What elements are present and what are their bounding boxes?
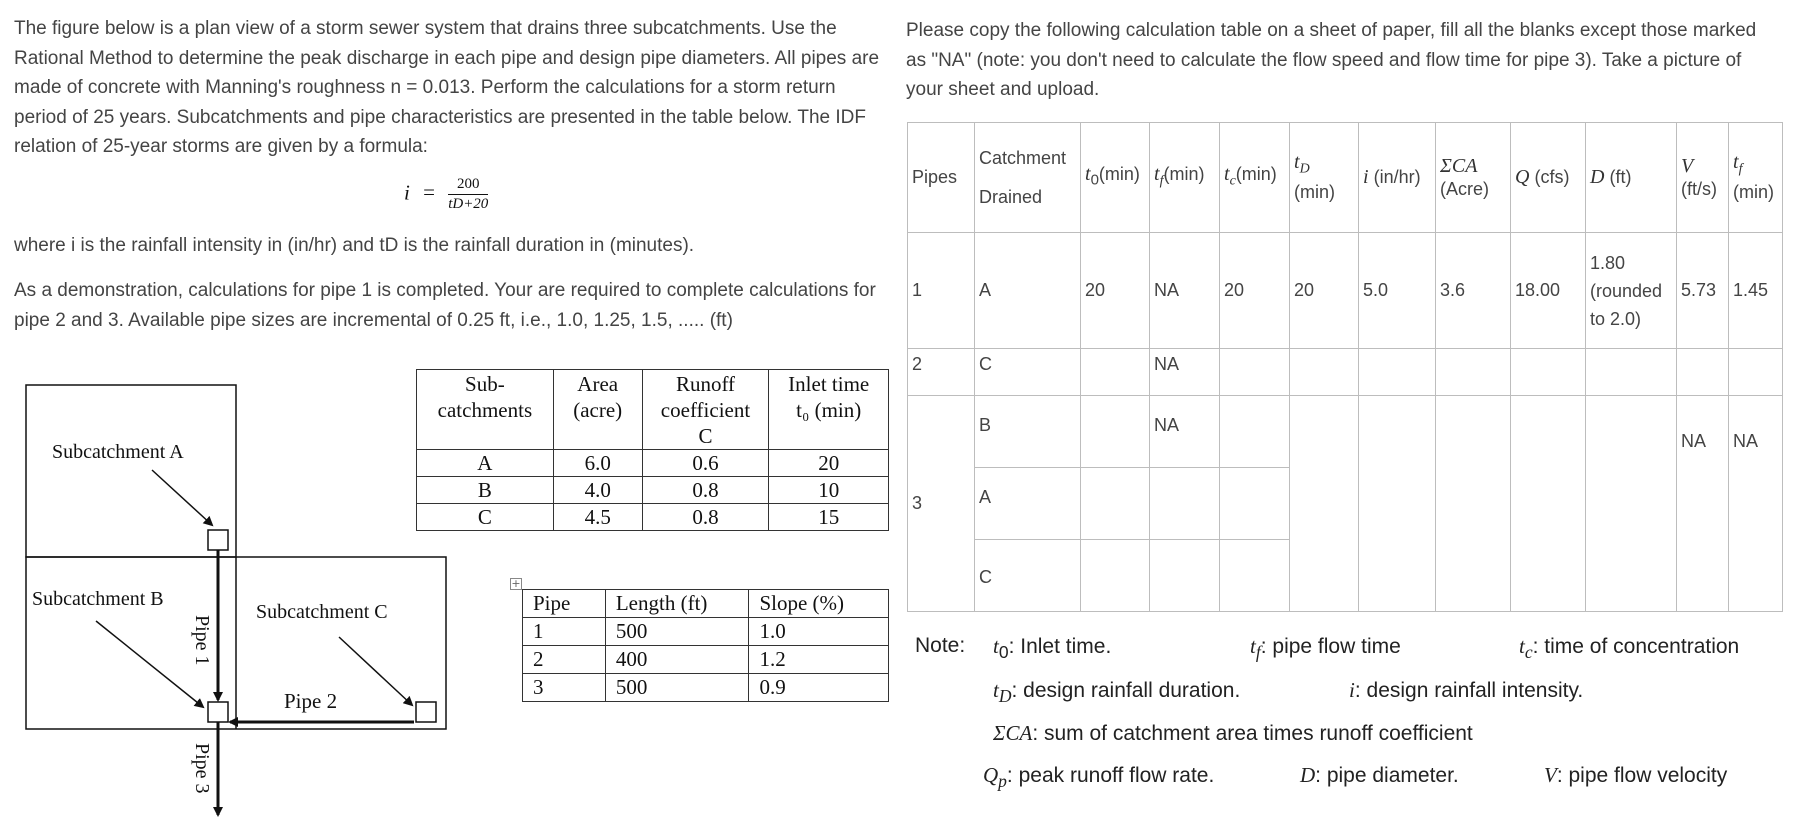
calc-row-pipe-3-c: C bbox=[908, 540, 1783, 612]
col-tf2: $t_f$ (min) bbox=[1729, 123, 1783, 233]
upload-instructions: Please copy the following calculation table on a sheet of paper, fill all the blanks except those marked as "NA" (note: you don't need to calculate the flow speed and flow time for pipe 3). Take a picture of your sheet and upload. bbox=[906, 20, 1757, 100]
runoff-arrow-c bbox=[339, 637, 412, 705]
col-catchment: Catchment Drained bbox=[975, 123, 1081, 233]
pipe-table-header: Pipe Length (ft) Slope (%) bbox=[523, 590, 889, 618]
col-sca: ΣCA (Acre) bbox=[1436, 123, 1511, 233]
col-d: D (ft) bbox=[1586, 123, 1677, 233]
problem-statement: The figure below is a plan view of a storm sewer system that drains three subcatchments. Use the Rational Method to determine the peak discharge in each pipe and design pipe diameters. All pipes are made of concrete with Manning's roughness n = 0.013. Perform the calculations for a storm return period of 25 years. Subcatchments and pipe characteristics are presented in the table below. The IDF relation of 25-year storms are given by a formula: bbox=[14, 18, 880, 157]
formula-fraction bbox=[448, 176, 488, 213]
runoff-arrow-b bbox=[96, 621, 203, 707]
note-d: D: pipe diameter. bbox=[1300, 763, 1459, 787]
runoff-arrow-a bbox=[152, 470, 212, 525]
calculation-table bbox=[907, 122, 1783, 612]
note-label: Note: bbox=[915, 634, 966, 657]
subcatchment-b-label: Subcatchment B bbox=[32, 588, 164, 610]
table-row: 2 400 1.2 bbox=[523, 646, 889, 674]
subcatchment-a-label: Subcatchment A bbox=[52, 441, 184, 463]
note-td: $t_D$: design rainfall duration. bbox=[993, 678, 1241, 707]
table-row: C 4.5 0.8 15 bbox=[417, 504, 889, 531]
note-qp: $Q_p$: peak runoff flow rate. bbox=[983, 763, 1215, 792]
table-row: 3 500 0.9 bbox=[523, 674, 889, 702]
col-q: Q (cfs) bbox=[1511, 123, 1586, 233]
calc-row-pipe-3-a: A bbox=[908, 468, 1783, 540]
formula-numerator: 200 bbox=[448, 176, 488, 195]
sewer-plan-diagram bbox=[0, 375, 460, 819]
subcatchment-a-boundary bbox=[26, 385, 236, 557]
calc-table-header bbox=[908, 123, 1783, 233]
note-t0: $t_0$: Inlet time. bbox=[993, 634, 1112, 663]
inlet-b bbox=[208, 702, 228, 722]
table-expand-icon[interactable]: + bbox=[511, 577, 521, 590]
formula-lhs: i bbox=[404, 180, 410, 205]
note-sca: ΣCA: sum of catchment area times runoff coefficient bbox=[993, 721, 1473, 745]
table-row: A 6.0 0.6 20 bbox=[417, 450, 889, 477]
calc-row-pipe-2: 2 C NA bbox=[908, 349, 1783, 396]
subcatchment-c-label: Subcatchment C bbox=[256, 601, 388, 623]
pipe-1-label: Pipe 1 bbox=[191, 615, 213, 666]
col-pipes: Pipes bbox=[908, 123, 975, 233]
pipe-3-label: Pipe 3 bbox=[191, 743, 213, 794]
table-row: 1 500 1.0 bbox=[523, 618, 889, 646]
formula-eq: = bbox=[423, 180, 435, 205]
runoff-coefficient-header: Runoff coefficient C bbox=[642, 370, 769, 450]
inlet-c bbox=[416, 702, 436, 722]
pipe-2-label: Pipe 2 bbox=[284, 689, 338, 713]
inlet-a bbox=[208, 530, 228, 550]
col-v: V (ft/s) bbox=[1677, 123, 1729, 233]
subcatchment-table bbox=[416, 369, 889, 531]
formula-denominator: tD+20 bbox=[448, 196, 489, 212]
col-t0: $t_0(\min)$ bbox=[1081, 123, 1150, 233]
col-tc: $t_c(\min)$ bbox=[1220, 123, 1290, 233]
inlet-time-header: Inlet time t₀ (min) bbox=[769, 370, 889, 450]
note-tc: $t_c$: time of concentration bbox=[1519, 634, 1740, 663]
col-tf: $t_f(\min)$ bbox=[1150, 123, 1220, 233]
idf-formula bbox=[404, 176, 488, 213]
demo-instructions: As a demonstration, calculations for pipe 1 is completed. Your are required to complete calculations for pipe 2 and 3. Available pipe sizes are incremental of 0.25 ft, i.e., 1.0, 1.25, 1.5, ..... (ft) bbox=[14, 280, 876, 331]
note-v: V: pipe flow velocity bbox=[1544, 763, 1728, 787]
col-i: i (in/hr) bbox=[1359, 123, 1436, 233]
table-row: B 4.0 0.8 10 bbox=[417, 477, 889, 504]
calc-row-pipe-3: 3 B NA NA NA bbox=[908, 396, 1783, 468]
note-i: i: design rainfall intensity. bbox=[1349, 678, 1584, 702]
formula-explanation: where i is the rainfall intensity in (in/hr) and tD is the rainfall duration in (minutes). bbox=[14, 235, 695, 256]
area-header: Area (acre) bbox=[553, 370, 642, 450]
calc-row-pipe-1: 1 A 20 NA 20 20 5.0 3.6 18.00 1.80 (rounded to 2.0) 5.73 1.45 bbox=[908, 233, 1783, 349]
col-td: $t_D$ (min) bbox=[1290, 123, 1359, 233]
subcatchment-header: Sub- catchments bbox=[417, 370, 554, 450]
pipe-table bbox=[522, 589, 889, 702]
note-tf: $t_f$: pipe flow time bbox=[1250, 634, 1401, 663]
